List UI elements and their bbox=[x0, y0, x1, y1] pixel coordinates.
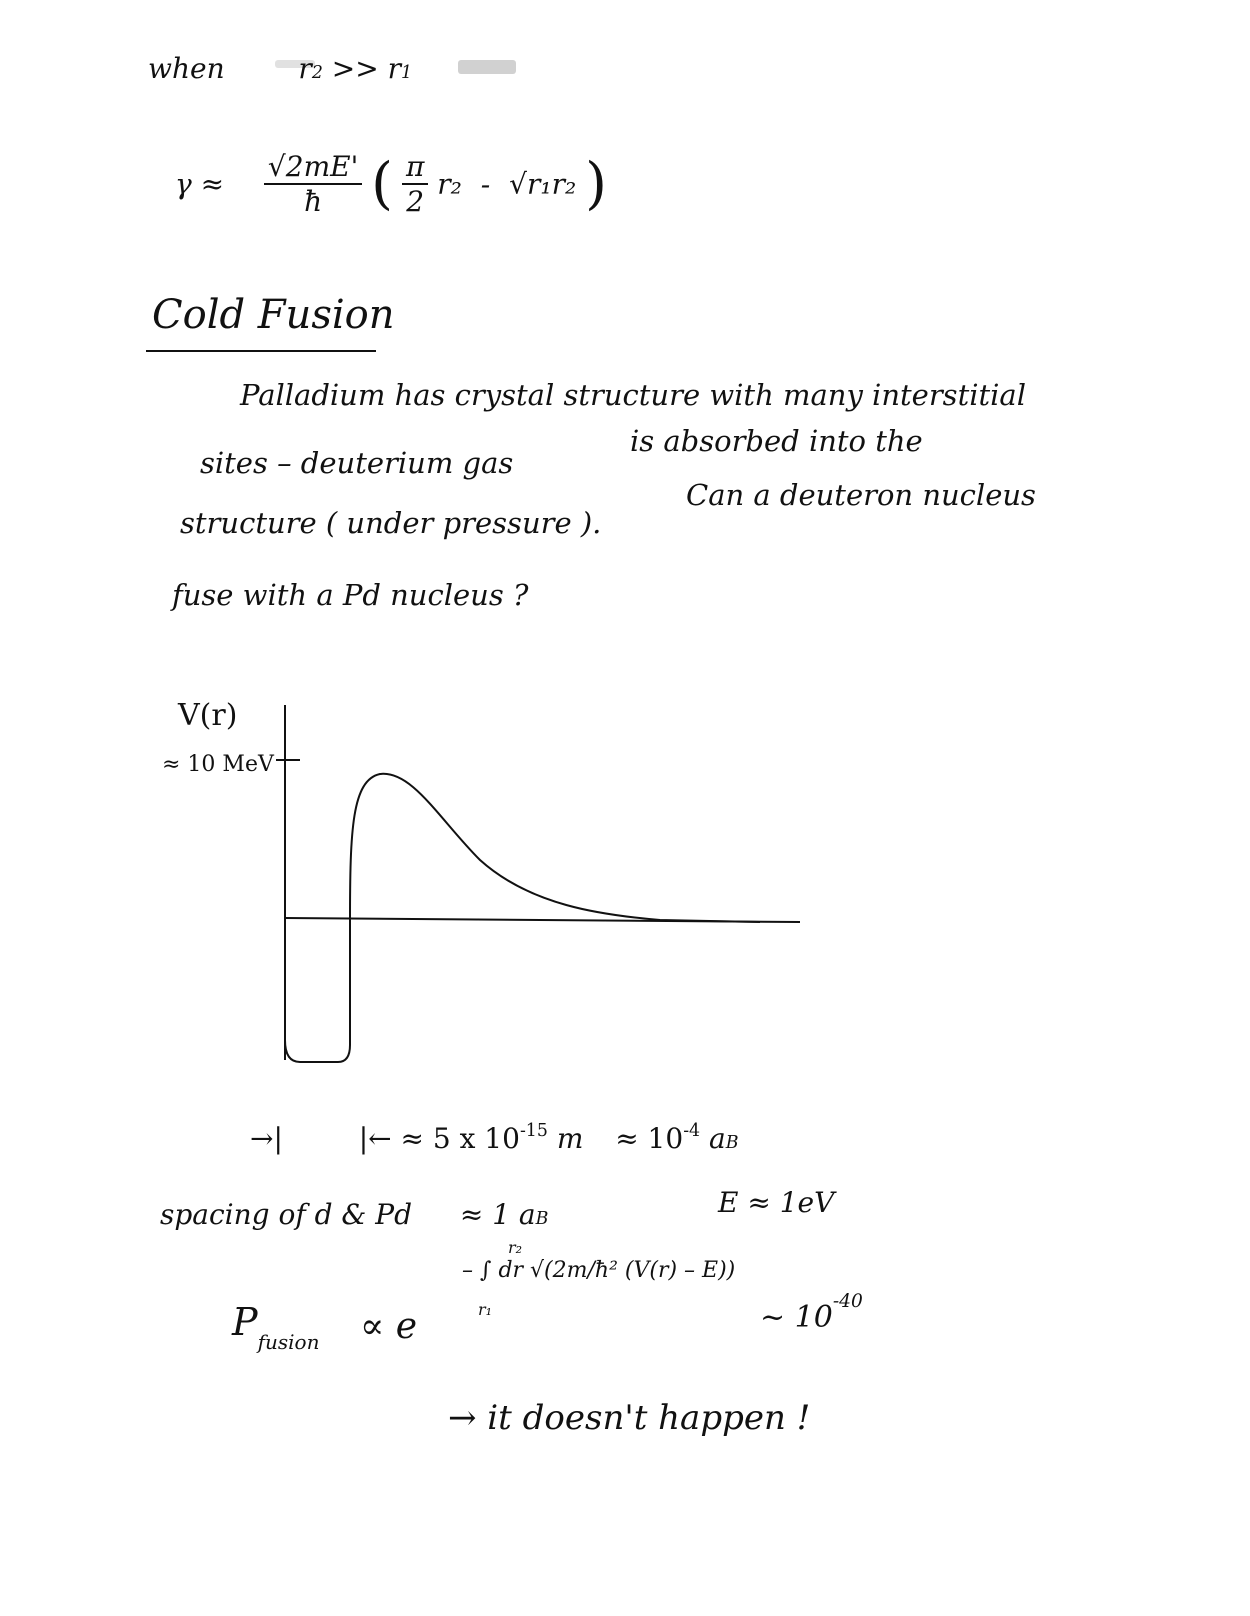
potential-well bbox=[285, 920, 350, 1062]
paragraph-line-3a: structure ( under pressure ). bbox=[180, 506, 602, 540]
fusion-order: ~ $10^{-40}$ bbox=[760, 1290, 863, 1335]
when-word: when bbox=[148, 52, 225, 85]
width-exponent: -15 bbox=[519, 1120, 548, 1141]
spacing-value: ≈ 1 a bbox=[459, 1198, 536, 1231]
energy-value: E ≈ 1eV bbox=[718, 1186, 835, 1219]
left-arrow-icon: →| bbox=[250, 1122, 283, 1155]
spacing-line bbox=[160, 1198, 548, 1231]
bohr-a: aB bbox=[709, 1122, 739, 1155]
minus-sign: - bbox=[480, 167, 491, 201]
fusion-probability: $P_{fusion}$ bbox=[232, 1300, 320, 1354]
much-greater-symbol: >> bbox=[331, 52, 379, 85]
integral-lower-limit: r₁ bbox=[478, 1300, 493, 1319]
integral-upper-limit: r₂ bbox=[508, 1238, 523, 1257]
paragraph-line-2a: sites – deuterium gas bbox=[200, 446, 514, 480]
bohr-exponent: -4 bbox=[683, 1120, 701, 1141]
coulomb-barrier-curve bbox=[350, 774, 760, 922]
gamma-equation: γ ≈ $\frac{√2mE'}{ħ}$ ( $\frac{\pi}{2}$ r₂ - √r₁r₂ ) bbox=[175, 150, 607, 218]
right-arrow-icon: |← bbox=[358, 1122, 392, 1155]
graph-y-label: V(r) bbox=[178, 698, 238, 733]
width-unit: m bbox=[556, 1122, 584, 1155]
paragraph-line-2b: is absorbed into the bbox=[630, 424, 923, 458]
paragraph-line-4: fuse with a Pd nucleus ? bbox=[172, 578, 529, 612]
width-value: ≈ 5 x 10 bbox=[400, 1122, 520, 1155]
sqrt-r1r2-term: √r₁r₂ bbox=[509, 167, 577, 201]
r2-symbol: r2 bbox=[298, 52, 323, 85]
gamma-approx: γ ≈ bbox=[175, 167, 225, 201]
paragraph-line-1: Palladium has crystal structure with many interstitial bbox=[240, 378, 1026, 412]
pi-over-two-fraction: $\frac{\pi}{2}$ bbox=[402, 150, 428, 218]
paragraph-line-3b: Can a deuteron nucleus bbox=[686, 478, 1036, 512]
r1-symbol: r1 bbox=[387, 52, 413, 85]
conclusion-line: → it doesn't happen ! bbox=[448, 1398, 811, 1438]
graph-y-tick-label: ≈ 10 MeV bbox=[162, 752, 274, 777]
fusion-exponent: – ∫ dr √(2m/ħ² (V(r) – E)) bbox=[462, 1258, 736, 1283]
spacing-text: spacing of d & Pd bbox=[160, 1198, 413, 1231]
sqrt-over-hbar-fraction: $\frac{√2mE'}{ħ}$ bbox=[264, 150, 362, 218]
bohr-approx: ≈ 10 bbox=[615, 1122, 684, 1155]
spacing-value-sub: B bbox=[535, 1209, 549, 1229]
r2-term: r₂ bbox=[437, 167, 462, 201]
proportional-e: ∝ e bbox=[360, 1306, 418, 1347]
scale-line bbox=[250, 1122, 738, 1155]
section-heading: Cold Fusion bbox=[152, 292, 395, 338]
